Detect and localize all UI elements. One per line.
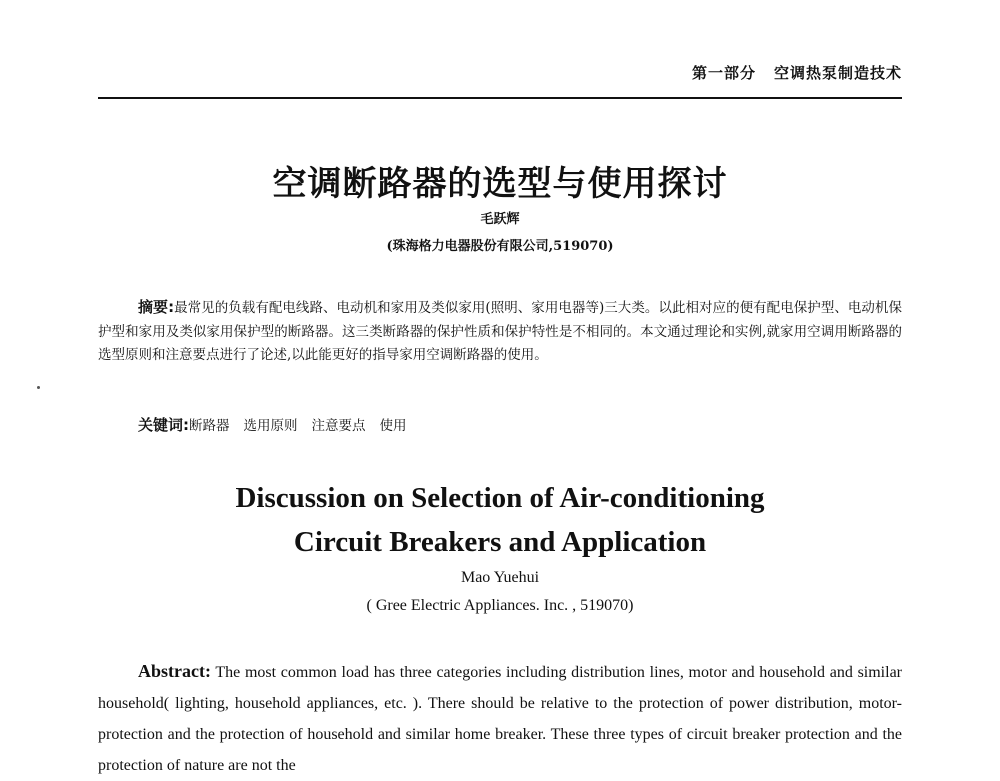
running-header-topic: 空调热泵制造技术 — [773, 64, 902, 82]
english-title — [0, 476, 1000, 564]
english-author: Mao Yuehui — [460, 569, 540, 586]
english-title-line: Circuit Breakers and Application — [293, 526, 707, 558]
english-affiliation: ( Gree Electric Appliances. Inc. , 519070) — [366, 597, 634, 614]
header-rule — [98, 97, 902, 99]
running-header — [692, 62, 902, 83]
running-header-section: 第一部分 — [691, 64, 756, 82]
english-abstract-text: The most common load has three categories including distribution lines, motor and household and similar household( lighting, household appliances, etc. ). There should be relative to the protection of power distribution, motor-protection and the protection of household and similar home breaker. These three types of circuit breaker protection and the protection of nature are not the — [98, 664, 902, 774]
keyword: 断路器 — [189, 418, 230, 434]
keyword: 使用 — [379, 418, 407, 434]
chinese-affiliation: (珠海格力电器股份有限公司,519070) — [386, 239, 614, 254]
english-title-line: Discussion on Selection of Air-conditioning — [235, 482, 765, 514]
chinese-keywords — [138, 414, 421, 435]
keyword: 选用原则 — [243, 418, 298, 434]
chinese-abstract-label: 摘要: — [138, 298, 175, 316]
english-abstract — [98, 656, 902, 781]
chinese-title: 空调断路器的选型与使用探讨 — [272, 164, 728, 204]
margin-mark — [37, 386, 40, 389]
chinese-author: 毛跃辉 — [480, 212, 520, 227]
chinese-abstract — [98, 296, 902, 368]
chinese-abstract-text: 最常见的负载有配电线路、电动机和家用及类似家用(照明、家用电器等)三大类。以此相对应的便有配电保护型、电动机保护型和家用及类似家用保护型的断路器。这三类断路器的保护性质和保护特性是不相同的。本文通过理论和实例,就家用空调用断路器的选型原则和注意要点进行了论述,以此能更好的指导家用空调断路器的使用。 — [98, 300, 902, 363]
chinese-keywords-label: 关键词: — [138, 416, 189, 434]
keyword: 注意要点 — [311, 418, 366, 434]
english-abstract-label: Abstract: — [138, 661, 211, 681]
